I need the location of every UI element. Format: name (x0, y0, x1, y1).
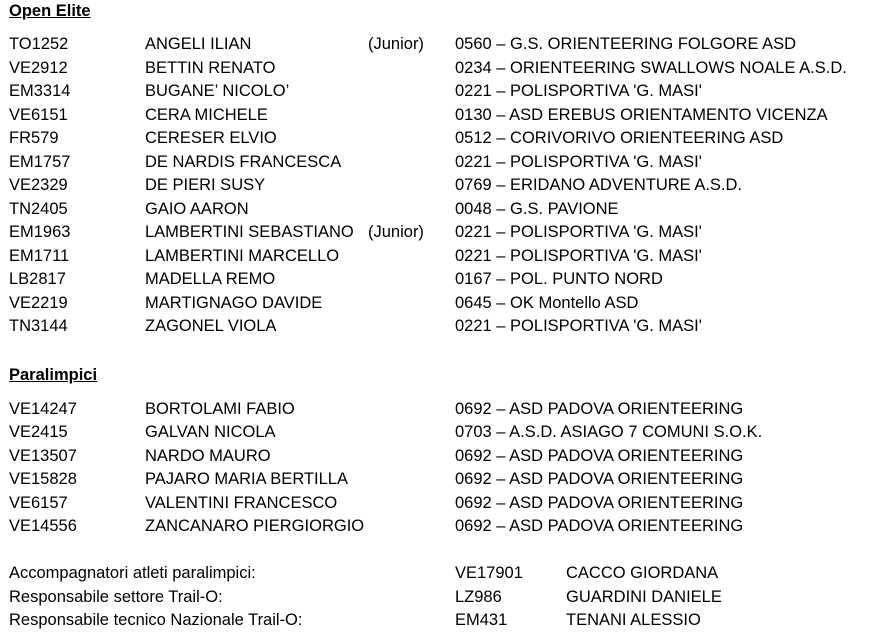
staff-row (0, 586, 873, 608)
athlete-code: VE2329 (9, 176, 68, 194)
staff-code: VE17901 (455, 564, 523, 582)
athlete-code: VE2912 (9, 58, 68, 77)
paralimpici-athlete-row (0, 468, 873, 490)
staff-code: LZ986 (455, 587, 502, 606)
athlete-code: EM1711 (9, 246, 70, 265)
athlete-name: DE NARDIS FRANCESCA (145, 152, 342, 171)
open-elite-athlete-row (0, 104, 873, 126)
athlete-club: 0048 – G.S. PAVIONE (455, 199, 619, 218)
athlete-name: ZAGONEL VIOLA (145, 317, 277, 335)
athlete-club: 0692 – ASD PADOVA ORIENTEERING (455, 517, 744, 535)
staff-role: Accompagnatori atleti paralimpici: (9, 564, 256, 582)
athlete-name: BUGANE’ NICOLO’ (145, 82, 290, 100)
staff-role: Responsabile tecnico Nazionale Trail-O: (9, 611, 303, 629)
staff-row (0, 562, 873, 584)
athlete-club: 0512 – CORIVORIVO ORIENTEERING ASD (455, 129, 784, 147)
athlete-code: VE6151 (9, 105, 68, 124)
athlete-club: 0769 – ERIDANO ADVENTURE A.S.D. (455, 176, 743, 194)
athlete-code: VE15828 (9, 470, 77, 489)
staff-name: CACCO GIORDANA (566, 564, 719, 582)
athlete-club: 0221 – POLISPORTIVA 'G. MASI' (455, 223, 702, 241)
athlete-club: 0692 – ASD PADOVA ORIENTEERING (455, 493, 744, 512)
open-elite-athlete-row (0, 127, 873, 149)
athlete-category-note: (Junior) (368, 223, 424, 241)
athlete-code: VE14556 (9, 517, 77, 535)
open-elite-athlete-row (0, 245, 873, 267)
athlete-name: GAIO AARON (145, 199, 249, 218)
staff-name: GUARDINI DANIELE (566, 587, 722, 606)
paralimpici-athlete-row (0, 515, 873, 537)
open-elite-heading: Open Elite (9, 2, 91, 20)
athlete-club: 0645 – OK Montello ASD (455, 293, 639, 312)
athlete-code: LB2817 (9, 270, 66, 288)
athlete-name: CERESER ELVIO (145, 129, 277, 147)
athlete-name: GALVAN NICOLA (145, 423, 276, 442)
staff-code: EM431 (455, 611, 508, 629)
open-elite-athlete-row (0, 80, 873, 102)
athlete-name: ZANCANARO PIERGIORGIO (145, 517, 365, 535)
staff-role: Responsabile settore Trail-O: (9, 587, 223, 606)
open-elite-athlete-row (0, 151, 873, 173)
paralimpici-heading: Paralimpici (9, 366, 98, 384)
athlete-code: TO1252 (9, 35, 69, 53)
athlete-code: FR579 (9, 129, 59, 147)
athlete-code: TN2405 (9, 199, 68, 218)
athlete-club: 0692 – ASD PADOVA ORIENTEERING (455, 446, 744, 465)
paralimpici-athlete-row (0, 492, 873, 514)
open-elite-athlete-row (0, 315, 873, 337)
athlete-name: BORTOLAMI FABIO (145, 400, 295, 418)
athlete-code: VE13507 (9, 446, 77, 465)
athlete-code: EM1757 (9, 152, 71, 171)
athlete-name: MADELLA REMO (145, 270, 276, 288)
athlete-code: TN3144 (9, 317, 68, 335)
athlete-code: VE2219 (9, 293, 68, 312)
athlete-club: 0560 – G.S. ORIENTEERING FOLGORE ASD (455, 35, 797, 53)
athlete-club: 0692 – ASD PADOVA ORIENTEERING (455, 400, 744, 418)
open-elite-athlete-row (0, 268, 873, 290)
athlete-name: MARTIGNAGO DAVIDE (145, 293, 323, 312)
athlete-name: BETTIN RENATO (145, 58, 276, 77)
staff-row (0, 609, 873, 631)
athlete-code: VE2415 (9, 423, 68, 442)
athlete-club: 0221 – POLISPORTIVA 'G. MASI' (455, 152, 702, 171)
athlete-club: 0167 – POL. PUNTO NORD (455, 270, 663, 288)
paralimpici-athlete-row (0, 398, 873, 420)
athlete-club: 0692 – ASD PADOVA ORIENTEERING (455, 470, 744, 489)
open-elite-athlete-row (0, 221, 873, 243)
athlete-club: 0221 – POLISPORTIVA 'G. MASI' (455, 246, 702, 265)
staff-name: TENANI ALESSIO (566, 611, 701, 629)
athlete-name: LAMBERTINI MARCELLO (145, 246, 340, 265)
athlete-code: EM1963 (9, 223, 71, 241)
athlete-club: 0703 – A.S.D. ASIAGO 7 COMUNI S.O.K. (455, 423, 763, 442)
athlete-name: ANGELI ILIAN (145, 35, 252, 53)
athlete-category-note: (Junior) (368, 35, 424, 53)
open-elite-athlete-row (0, 57, 873, 79)
athlete-name: DE PIERI SUSY (145, 176, 266, 194)
open-elite-athlete-row (0, 198, 873, 220)
athlete-code: EM3314 (9, 82, 71, 100)
athlete-name: PAJARO MARIA BERTILLA (145, 470, 348, 489)
athlete-club: 0130 – ASD EREBUS ORIENTAMENTO VICENZA (455, 105, 828, 124)
athlete-club: 0221 – POLISPORTIVA 'G. MASI' (455, 82, 702, 100)
athlete-name: VALENTINI FRANCESCO (145, 493, 338, 512)
athlete-club: 0221 – POLISPORTIVA 'G. MASI' (455, 317, 702, 335)
paralimpici-athlete-row (0, 445, 873, 467)
open-elite-athlete-row (0, 174, 873, 196)
paralimpici-athlete-row (0, 421, 873, 443)
athlete-name: CERA MICHELE (145, 105, 268, 124)
athlete-code: VE6157 (9, 493, 68, 512)
open-elite-athlete-row (0, 33, 873, 55)
athlete-name: NARDO MAURO (145, 446, 271, 465)
open-elite-athlete-row (0, 292, 873, 314)
athlete-club: 0234 – ORIENTEERING SWALLOWS NOALE A.S.D. (455, 58, 847, 77)
athlete-name: LAMBERTINI SEBASTIANO (145, 223, 354, 241)
athlete-code: VE14247 (9, 400, 77, 418)
